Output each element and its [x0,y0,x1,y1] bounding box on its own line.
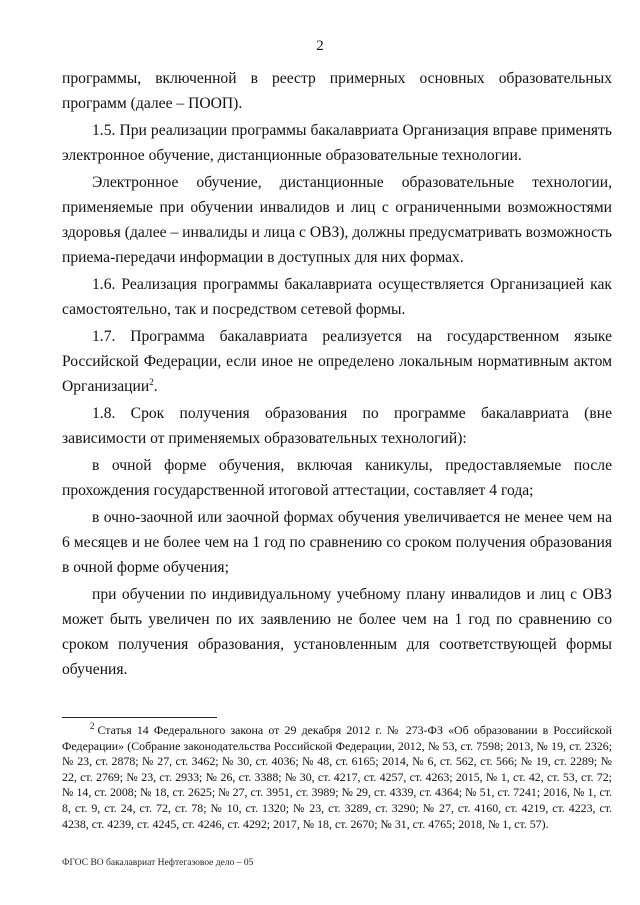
paragraph-1-7-text: 1.7. Программа бакалавриата реализуется на государственном языке Российской Федерации, если иное не определено локальным нормативным актом Организации [62,328,612,395]
paragraph-full-time: в очной форме обучения, включая каникулы, предоставляемые после прохождения государственной итоговой аттестации, составляет 4 года; [62,457,612,499]
paragraph-1-5: 1.5. При реализации программы бакалавриата Организация вправе применять электронное обучение, дистанционные образовательные технологии. [62,122,612,164]
paragraph-1-7: 1.7. Программа бакалавриата реализуется на государственном языке Российской Федерации, если иное не определено локальным нормативным актом Организации$^2$. [62,328,612,395]
footnote-separator [62,717,217,718]
paragraph-1-8: 1.8. Срок получения образования по программе бакалавриата (вне зависимости от применяемых образовательных технологий): [62,405,612,447]
footnote [62,723,612,832]
paragraph-1-6: 1.6. Реализация программы бакалавриата осуществляется Организацией как самостоятельно, так и посредством сетевой формы. [62,276,612,318]
footnote-text: Статья 14 Федерального закона от 29 декабря 2012 г. № 273-ФЗ «Об образовании в Российской Федерации» (Собрание законодательства Российской Федерации, 2012, № 53, ст. 7598; 2013, № 19, ст. 2326; № 23, ст. 2878; № 27, ст. 3462; № 30, ст. 4036; № 48, ст. 6165; 2014, № 6, ст. 562, ст. 566; № 19, ст. 2289; № 22, ст. 2769; № 23, ст. 2933; № 26, ст. 3388; № 30, ст. 4217, ст. 4257, ст. 4263; 2015, № 1, ст. 42, ст. 53, ст. 72; № 14, ст. 2008; № 18, ст. 2625; № 27, ст. 3951, ст. 3989; № 29, ст. 4339, ст. 4364; № 51, ст. 7241; 2016, № 1, ст. 8, ст. 9, ст. 24, ст. 72, ст. 78; № 10, ст. 1320; № 23, ст. 3289, ст. 3290; № 27, ст. 4160, ст. 4219, ст. 4223, ст. 4238, ст. 4239, ст. 4245, ст. 4246, ст. 4292; 2017, № 18, ст. 2670; № 31, ст. 4765; 2018, № 1, ст. 57). [62,723,612,831]
body-text [62,66,612,682]
footnote-mark: 2 [90,721,95,732]
page-footer: ФГОС ВО бакалавриат Нефтегазовое дело – 05 [62,858,254,868]
footnote-reference: 2 [149,376,154,387]
paragraph: программы, включенной в реестр примерных основных образовательных программ (далее – ПООП). [62,70,612,112]
page-number: 2 [316,38,324,54]
paragraph-distance-learning: Электронное обучение, дистанционные образовательные технологии, применяемые при обучении инвалидов и лиц с ограниченными возможностями здоровья (далее – инвалиды и лица с ОВЗ), должны предусматривать возможность приема-передачи информации в доступных для них формах. [62,174,612,266]
paragraph-individual-plan: при обучении по индивидуальному учебному плану инвалидов и лиц с ОВЗ может быть увеличен по их заявлению не более чем на 1 год по сравнению со сроком получения образования, установленным для соответствующей формы обучения. [62,586,612,678]
paragraph-part-time: в очно-заочной или заочной формах обучения увеличивается не менее чем на 6 месяцев и не более чем на 1 год по сравнению со сроком получения образования в очной форме обучения; [62,509,612,576]
